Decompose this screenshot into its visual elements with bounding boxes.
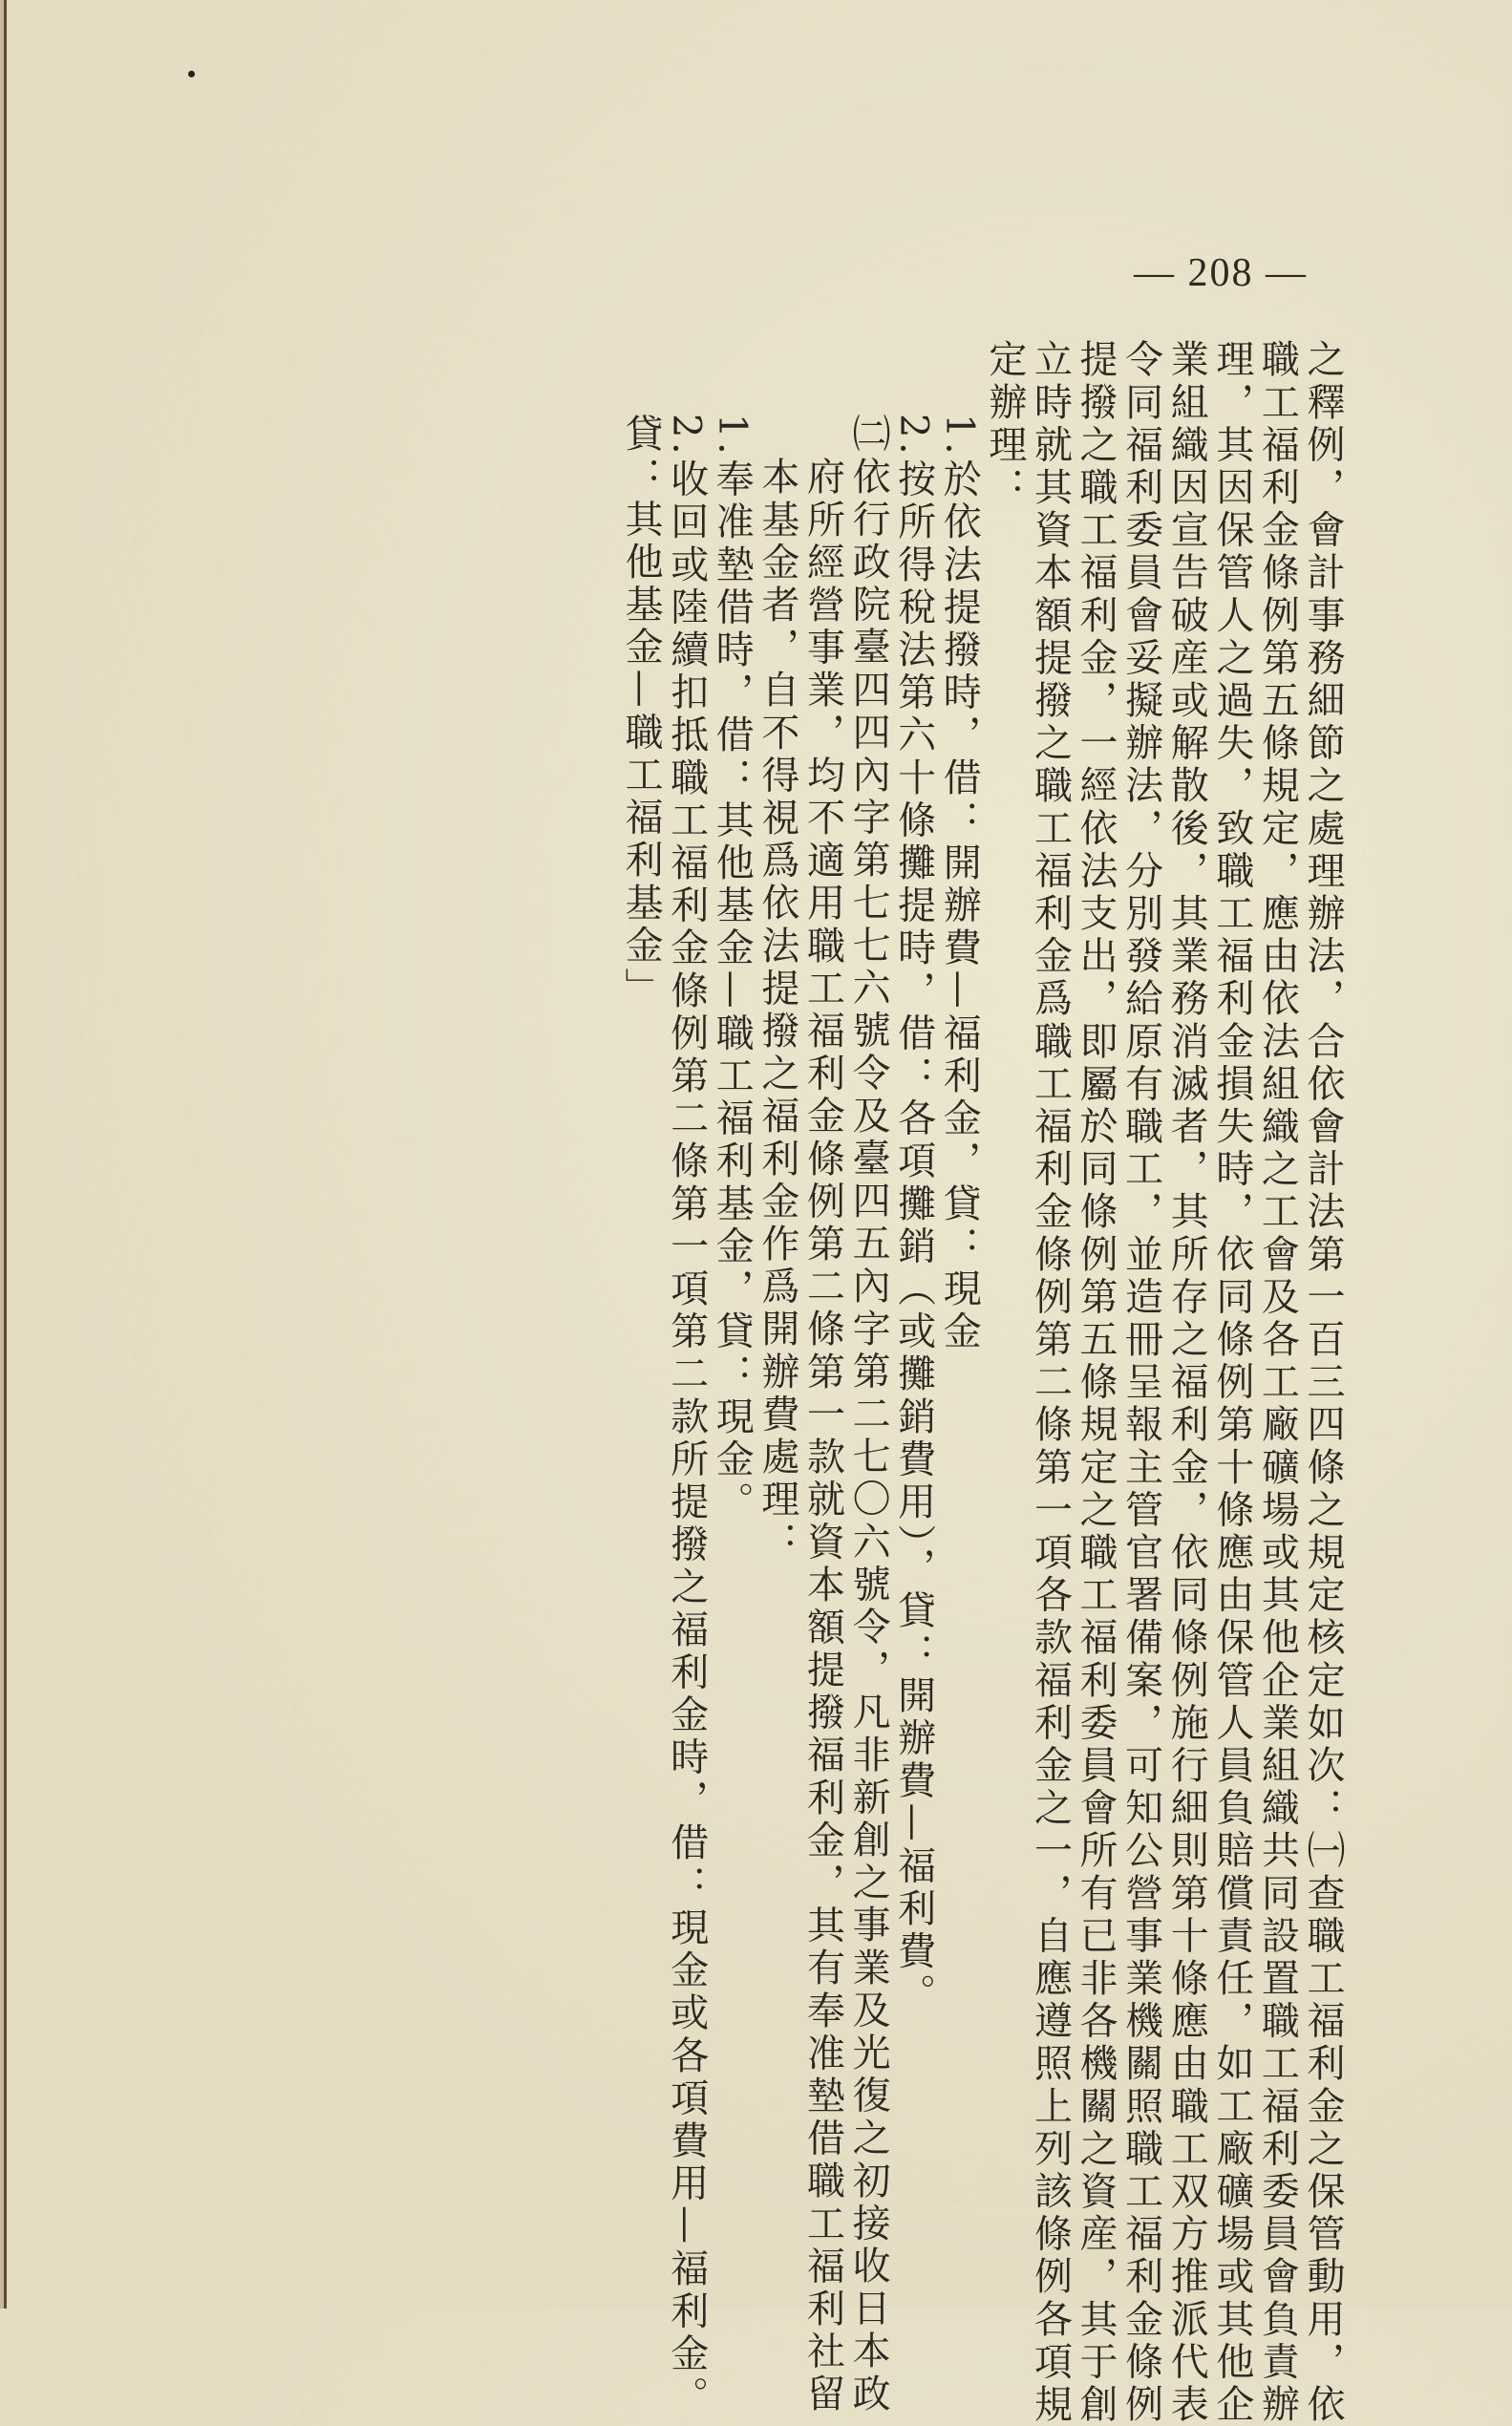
text-column: 令同福利委員會妥擬辦法，分別發給原有職工，並造冊呈報主管官署備案，可知公營事業機關照職工福利金條例 [1118,339,1163,2426]
list-item-column: 1.奉准墊借時，借：其他基金—職工福利基金，貸：現金。 [710,414,755,1524]
section-two-column: ㈡依行政院臺四四內字第七七六號令及臺四五內字第二七〇六號令，凡非新創之事業及光復之初接收日本政 [846,414,891,2416]
list-item-column: 2.收回或陸續扣抵職工福利金條例第二條第一項第二款所提撥之福利金時，借：現金或各項費用—福利金。 [664,414,709,2418]
text-column: 理，其因保管人之過失，致職工福利金損失時，依同條例第十條應由保管人員負賠償責任，如工廠礦場或其他企 [1209,339,1254,2426]
text-column: 定辦理： [982,339,1027,510]
body-text [618,339,1346,2426]
list-item-column: 1.於依法提撥時，借：開辦費—福利金，貸：現金 [937,414,982,1353]
text-column: 業組織因宣告破産或解散後，其業務消滅者，其所存之福利金，依同條例施行細則第十條應由職工双方推派代表 [1164,339,1209,2426]
text-column: 立時就其資本額提撥之職工福利金爲職工福利金條例第二條第一項各款福利金之一，自應遵照上列該條例各項規 [1028,339,1073,2426]
text-column: 提撥之職工福利金，一經依法支出，即屬於同條例第五條規定之職工福利委員會所有已非各機關之資産，其于創 [1074,339,1118,2426]
text-column: 職工福利金條例第五條規定，應由依法組織之工會及各工廠礦場或其他企業組織共同設置職工福利委員會負責辦 [1255,339,1300,2426]
section-two-continuation: 府所經營事業，均不適用職工福利金條例第二條第一款就資本額提撥福利金，其有奉准墊借職工福利社留 [800,457,845,2416]
section-two-continuation: 本基金者，自不得視爲依法提撥之福利金作爲開辦費處理： [755,457,799,1564]
page-number: — 208 — [1134,251,1308,295]
page-binding-edge [4,0,7,2309]
list-item-column: 2.按所得稅法第六十條攤提時，借：各項攤銷（或攤銷費用），貸：開辦費—福利費。 [891,414,936,2016]
ink-speck [188,71,195,77]
text-column: 之釋例，會計事務細節之處理辦法，合依會計法第一百三四條之規定核定如次：㈠查職工福利金之保管動用，依 [1301,339,1345,2426]
list-item-continuation: 貸：其他基金—職工福利基金」 [619,414,664,1011]
